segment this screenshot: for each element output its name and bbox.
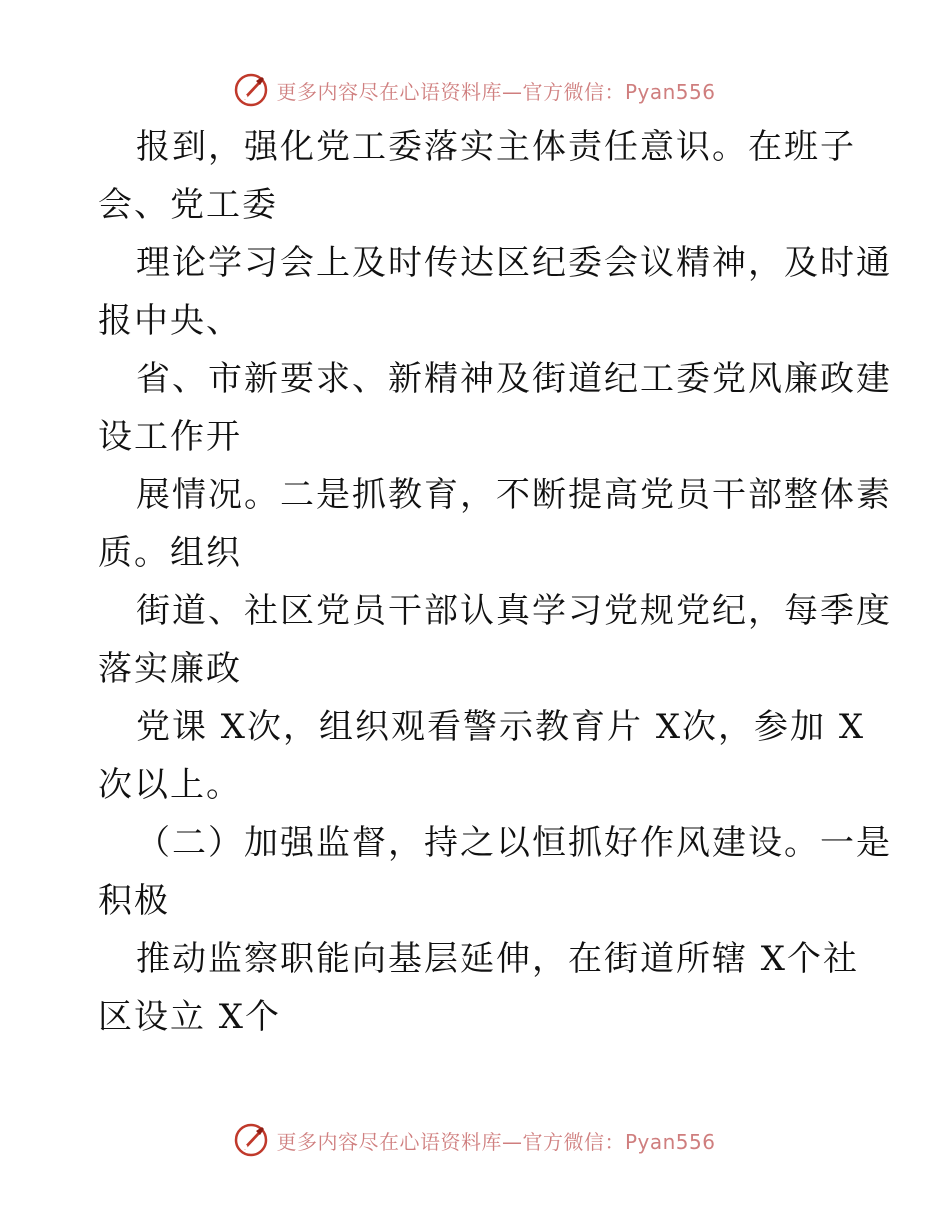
body-line-1: 报到，强化党工委落实主体责任意识。在班子 bbox=[136, 127, 856, 167]
quill-pen-logo-icon bbox=[234, 1123, 268, 1157]
body-line-6: 设工作开 bbox=[98, 417, 242, 457]
body-line-9: 街道、社区党员干部认真学习党规党纪，每季度 bbox=[136, 591, 892, 631]
footer-watermark-banner bbox=[0, 1120, 950, 1160]
body-line-3: 理论学习会上及时传达区纪委会议精神，及时通 bbox=[136, 243, 892, 283]
header-banner-text: 更多内容尽在心语资料库—官方微信：Pyan556 bbox=[276, 79, 716, 104]
quill-pen-logo-icon bbox=[234, 73, 268, 107]
header-watermark-banner bbox=[0, 70, 950, 110]
body-line-16: 区设立 X个 bbox=[98, 997, 282, 1037]
body-line-8: 质。组织 bbox=[98, 533, 242, 573]
body-line-7: 展情况。二是抓教育，不断提高党员干部整体素 bbox=[136, 475, 892, 515]
body-line-13: （二）加强监督，持之以恒抓好作风建设。一是 bbox=[136, 823, 892, 863]
body-line-15: 推动监察职能向基层延伸，在街道所辖 X个社 bbox=[136, 939, 860, 979]
body-line-4: 报中央、 bbox=[98, 301, 242, 341]
document-body bbox=[98, 118, 892, 1046]
body-line-11: 党课 X次，组织观看警示教育片 X次，参加 X bbox=[136, 707, 866, 747]
body-line-10: 落实廉政 bbox=[98, 649, 242, 689]
footer-banner-text: 更多内容尽在心语资料库—官方微信：Pyan556 bbox=[276, 1129, 716, 1154]
body-line-12: 次以上。 bbox=[98, 765, 242, 805]
body-line-14: 积极 bbox=[98, 881, 170, 921]
body-line-5: 省、市新要求、新精神及街道纪工委党风廉政建 bbox=[136, 359, 892, 399]
body-line-2: 会、党工委 bbox=[98, 185, 278, 225]
